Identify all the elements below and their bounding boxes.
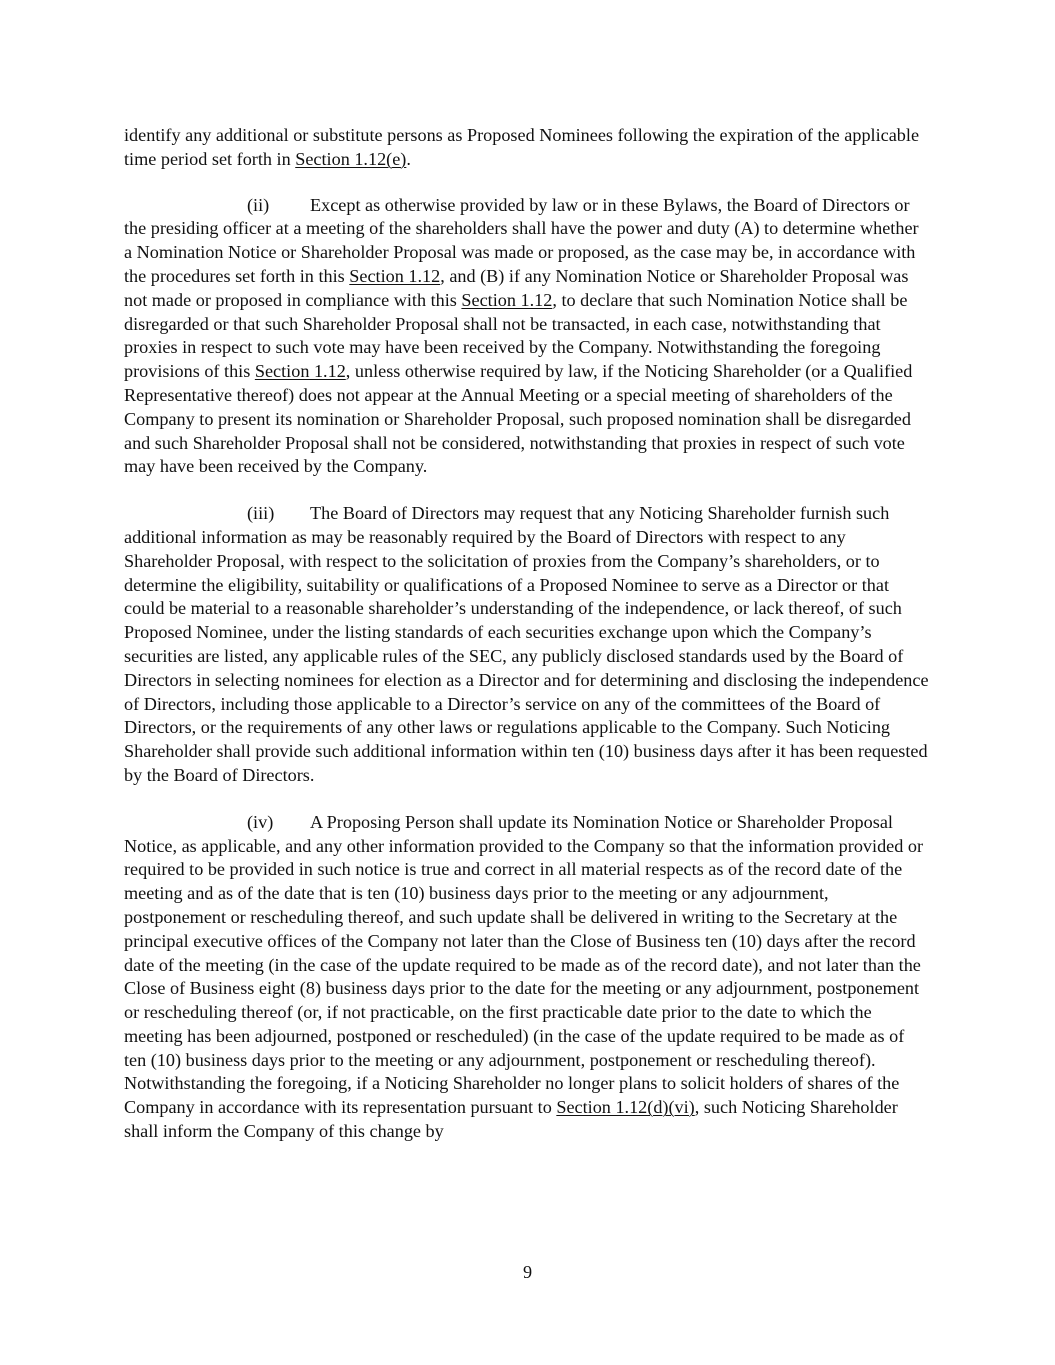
section-reference-link: Section 1.12 [461,289,553,310]
paragraph-text: . [406,148,411,169]
section-reference-link: Section 1.12(e) [295,148,407,169]
paragraph-ii [124,194,930,480]
document-body [124,124,930,1167]
paragraph-text: , unless otherwise required by law, if the Noticing Shareholder (or a Qualified Representative thereof) does not appear at the Annual Meeting or a special meeting of shareholders of the Company to present its nomination or Shareholder Proposal, such proposed nomination shall be disregarded and such Shareholder Proposal shall not be considered, notwithstanding that proxies in respect of such vote may have been received by the Company. [124,361,913,477]
paragraph-iii [124,502,930,788]
paragraph-number: (ii) [247,194,270,215]
paragraph-text: The Board of Directors may request that any Noticing Shareholder furnish such additional information as may be reasonably required by the Board of Directors with respect to any Shareholder Proposal, with respect to the solicitation of proxies from the Company’s shareholders, or to determine the eligibility, suitability or qualifications of a Proposed Nominee to serve as a Director or that could be material to a reasonable shareholder’s understanding of the independence, or lack thereof, of such Proposed Nominee, under the listing standards of each securities exchange upon which the Company’s securities are listed, any applicable rules of the SEC, any publicly disclosed standards used by the Board of Directors in selecting nominees for election as a Director and for determining and disclosing the independence of Directors, including those applicable to a Director’s service on any of the committees of the Board of Directors, or the requirements of any other laws or regulations applicable to the Company. Such Noticing Shareholder shall provide such additional information within ten (10) business days after it has been requested by the Board of Directors. [124,503,929,785]
paragraph-number: (iii) [247,503,275,524]
page-number: 9 [522,1262,533,1282]
paragraph-text: A Proposing Person shall update its Nomination Notice or Shareholder Proposal Notice, as applicable, and any other information provided to the Company so that the information provided or required to be provided in such notice is true and correct in all material respects as of the record date of the meeting and as of the date that is ten (10) business days prior to the meeting or any adjournment, postponement or rescheduling thereof, and such update shall be delivered in writing to the Secretary at the principal executive offices of the Company not later than the Close of Business ten (10) days after the record date of the meeting (in the case of the update required to be made as of the record date), and not later than the Close of Business eight (8) business days prior to the date for the meeting or any adjournment, postponement or rescheduling thereof (or, if not practicable, on the first practicable date prior to the date to which the meeting has been adjourned, postponed or rescheduled) (in the case of the update required to be made as of ten (10) business days prior to the meeting or any adjournment, postponement or rescheduling thereof). Notwithstanding the foregoing, if a Noticing Shareholder no longer plans to solicit holders of shares of the Company in accordance with its representation pursuant to [124,811,924,1118]
paragraph-text: , such Noticing Shareholder shall inform the Company of this change by [124,1097,898,1142]
paragraph-text: , to declare that such Nomination Notice shall be disregarded or that such Shareholder Proposal shall not be transacted, in each case, notwithstanding that proxies in respect to such vote may have been received by the Company. Notwithstanding the foregoing provisions of this [124,289,908,382]
paragraph-text: identify any additional or substitute persons as Proposed Nominees following the expiration of the applicable time period set forth in [124,125,920,169]
section-reference-link: Section 1.12 [254,361,346,382]
section-reference-link: Section 1.12 [349,265,441,286]
paragraph-number: (iv) [247,811,274,832]
paragraph-text: , and (B) if any Nomination Notice or Shareholder Proposal was not made or proposed in compliance with this [124,265,909,310]
paragraph-text: Except as otherwise provided by law or in these Bylaws, the Board of Directors or the presiding officer at a meeting of the shareholders shall have the power and duty (A) to determine whether a Nomination Notice or Shareholder Proposal was made or proposed, as the case may be, in accordance with the procedures set forth in this [124,194,919,286]
section-reference-link: Section 1.12(d)(vi) [556,1097,695,1118]
paragraph-continuation [124,124,930,172]
paragraph-iv [124,811,930,1144]
